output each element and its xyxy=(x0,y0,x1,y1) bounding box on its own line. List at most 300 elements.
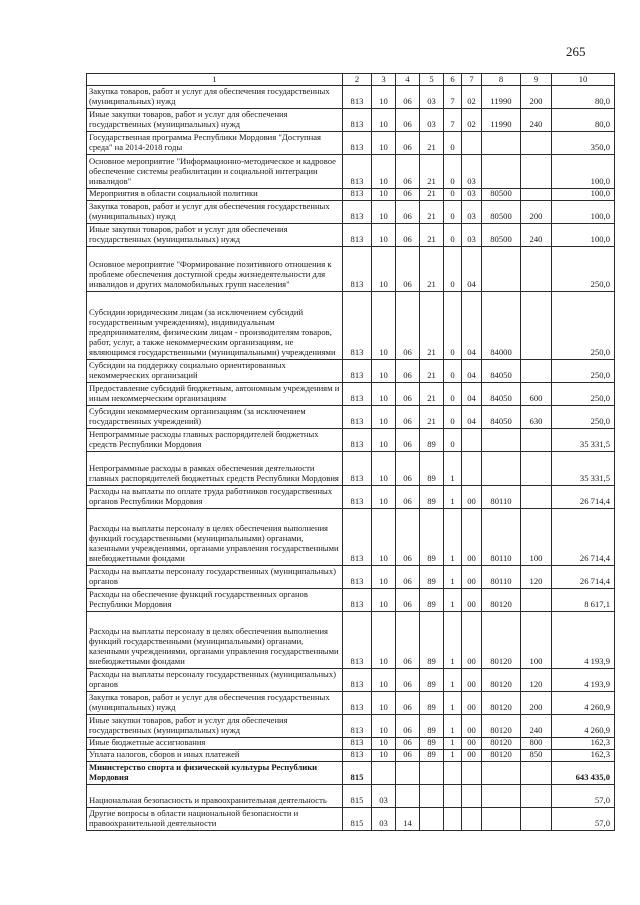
subsection-code: 06 xyxy=(396,738,420,750)
amount: 80,0 xyxy=(552,86,615,109)
program-code: 89 xyxy=(420,566,444,589)
expense-type-code xyxy=(521,155,552,189)
section-code: 10 xyxy=(372,750,396,762)
subsection-code: 06 xyxy=(396,132,420,155)
grbs-code: 813 xyxy=(343,509,372,566)
table-row xyxy=(87,750,615,762)
direction-code xyxy=(482,247,521,292)
subsection-code: 06 xyxy=(396,201,420,224)
page-number: 265 xyxy=(566,44,586,59)
amount: 250,0 xyxy=(552,406,615,429)
program-code: 89 xyxy=(420,715,444,738)
section-code: 10 xyxy=(372,201,396,224)
event-code: 00 xyxy=(462,566,482,589)
program-code: 03 xyxy=(420,86,444,109)
subprogram-code: 0 xyxy=(444,132,462,155)
expense-type-code xyxy=(521,360,552,383)
amount: 4 260,9 xyxy=(552,715,615,738)
direction-code xyxy=(482,785,521,808)
event-code: 04 xyxy=(462,247,482,292)
grbs-code: 813 xyxy=(343,132,372,155)
event-code: 04 xyxy=(462,383,482,406)
grbs-code: 815 xyxy=(343,785,372,808)
subprogram-code: 7 xyxy=(444,109,462,132)
grbs-code: 813 xyxy=(343,155,372,189)
subsection-code: 06 xyxy=(396,669,420,692)
table-row xyxy=(87,486,615,509)
table-row xyxy=(87,692,615,715)
amount: 162,3 xyxy=(552,750,615,762)
subsection-code: 06 xyxy=(396,715,420,738)
event-code xyxy=(462,762,482,785)
grbs-code: 813 xyxy=(343,715,372,738)
subsection-code: 06 xyxy=(396,155,420,189)
column-number: 2 xyxy=(343,74,372,86)
grbs-code: 813 xyxy=(343,360,372,383)
table-row xyxy=(87,383,615,406)
direction-code: 84050 xyxy=(482,383,521,406)
expense-type-code xyxy=(521,486,552,509)
subsection-code: 06 xyxy=(396,109,420,132)
table-row xyxy=(87,509,615,566)
event-code: 00 xyxy=(462,750,482,762)
expense-type-code: 100 xyxy=(521,509,552,566)
subprogram-code: 0 xyxy=(444,406,462,429)
subprogram-code: 1 xyxy=(444,509,462,566)
table-row xyxy=(87,429,615,452)
event-code xyxy=(462,452,482,486)
subsection-code: 06 xyxy=(396,509,420,566)
section-code: 10 xyxy=(372,509,396,566)
grbs-code: 813 xyxy=(343,86,372,109)
subsection-code: 06 xyxy=(396,189,420,201)
subsection-code: 06 xyxy=(396,224,420,247)
row-name: Расходы на выплаты персоналу государственных (муниципальных) органов xyxy=(87,669,343,692)
amount: 35 331,5 xyxy=(552,452,615,486)
grbs-code: 813 xyxy=(343,486,372,509)
event-code: 00 xyxy=(462,692,482,715)
amount: 100,0 xyxy=(552,155,615,189)
expense-type-code xyxy=(521,785,552,808)
subprogram-code: 1 xyxy=(444,612,462,669)
row-name: Иные закупки товаров, работ и услуг для обеспечения государственных (муниципальных) нужд xyxy=(87,224,343,247)
column-number: 7 xyxy=(462,74,482,86)
table-row xyxy=(87,155,615,189)
subprogram-code: 0 xyxy=(444,360,462,383)
subprogram-code: 0 xyxy=(444,201,462,224)
expense-type-code: 120 xyxy=(521,669,552,692)
column-number: 6 xyxy=(444,74,462,86)
amount: 250,0 xyxy=(552,383,615,406)
program-code xyxy=(420,785,444,808)
expense-type-code: 600 xyxy=(521,383,552,406)
program-code: 89 xyxy=(420,452,444,486)
program-code: 21 xyxy=(420,383,444,406)
program-code xyxy=(420,762,444,785)
expense-type-code: 100 xyxy=(521,612,552,669)
amount: 162,3 xyxy=(552,738,615,750)
subsection-code: 06 xyxy=(396,566,420,589)
expense-type-code: 240 xyxy=(521,224,552,247)
direction-code: 11990 xyxy=(482,86,521,109)
subsection-code xyxy=(396,762,420,785)
direction-code xyxy=(482,429,521,452)
direction-code: 80500 xyxy=(482,201,521,224)
subsection-code: 06 xyxy=(396,486,420,509)
subprogram-code: 1 xyxy=(444,486,462,509)
row-name: Непрограммные расходы в рамках обеспечения деятельности главных распорядителей бюджетных средств Республики Мордовия xyxy=(87,452,343,486)
row-name: Расходы на выплаты по оплате труда работников государственных органов Республики Мордовия xyxy=(87,486,343,509)
table-row xyxy=(87,189,615,201)
program-code: 89 xyxy=(420,509,444,566)
column-number: 3 xyxy=(372,74,396,86)
amount: 4 193,9 xyxy=(552,612,615,669)
table-row xyxy=(87,612,615,669)
section-code: 10 xyxy=(372,738,396,750)
section-code xyxy=(372,762,396,785)
direction-code: 84050 xyxy=(482,406,521,429)
subsection-code: 06 xyxy=(396,612,420,669)
subsection-code: 06 xyxy=(396,589,420,612)
subprogram-code: 0 xyxy=(444,224,462,247)
expense-type-code: 630 xyxy=(521,406,552,429)
expense-type-code: 200 xyxy=(521,201,552,224)
program-code: 89 xyxy=(420,612,444,669)
direction-code xyxy=(482,808,521,831)
subsection-code: 06 xyxy=(396,86,420,109)
row-name: Государственная программа Республики Мордовия "Доступная среда" на 2014-2018 годы xyxy=(87,132,343,155)
subsection-code: 06 xyxy=(396,406,420,429)
subprogram-code: 7 xyxy=(444,86,462,109)
table-row xyxy=(87,360,615,383)
program-code: 21 xyxy=(420,155,444,189)
section-code: 10 xyxy=(372,132,396,155)
section-code: 10 xyxy=(372,692,396,715)
subprogram-code: 0 xyxy=(444,429,462,452)
grbs-code: 813 xyxy=(343,669,372,692)
amount: 100,0 xyxy=(552,201,615,224)
expense-type-code xyxy=(521,132,552,155)
column-number: 5 xyxy=(420,74,444,86)
program-code: 89 xyxy=(420,750,444,762)
subsection-code: 06 xyxy=(396,692,420,715)
grbs-code: 815 xyxy=(343,808,372,831)
subprogram-code: 1 xyxy=(444,750,462,762)
column-number: 10 xyxy=(552,74,615,86)
section-code: 10 xyxy=(372,669,396,692)
row-name: Закупка товаров, работ и услуг для обеспечения государственных (муниципальных) нужд xyxy=(87,692,343,715)
direction-code: 80120 xyxy=(482,715,521,738)
program-code: 21 xyxy=(420,247,444,292)
amount: 4 260,9 xyxy=(552,692,615,715)
row-name: Иные закупки товаров, работ и услуг для обеспечения государственных (муниципальных) нужд xyxy=(87,109,343,132)
column-number: 1 xyxy=(87,74,343,86)
table-row xyxy=(87,762,615,785)
event-code xyxy=(462,785,482,808)
section-code: 10 xyxy=(372,86,396,109)
row-name: Министерство спорта и физической культуры Республики Мордовия xyxy=(87,762,343,785)
direction-code: 80120 xyxy=(482,692,521,715)
event-code: 03 xyxy=(462,224,482,247)
direction-code: 80120 xyxy=(482,738,521,750)
section-code: 10 xyxy=(372,452,396,486)
event-code: 03 xyxy=(462,189,482,201)
event-code: 04 xyxy=(462,360,482,383)
amount: 4 193,9 xyxy=(552,669,615,692)
expense-type-code xyxy=(521,452,552,486)
section-code: 10 xyxy=(372,429,396,452)
row-name: Расходы на обеспечение функций государственных органов Республики Мордовия xyxy=(87,589,343,612)
direction-code: 84050 xyxy=(482,360,521,383)
subprogram-code: 0 xyxy=(444,292,462,360)
subsection-code: 06 xyxy=(396,247,420,292)
program-code: 89 xyxy=(420,429,444,452)
subprogram-code: 1 xyxy=(444,715,462,738)
subprogram-code xyxy=(444,785,462,808)
row-name: Закупка товаров, работ и услуг для обеспечения государственных (муниципальных) нужд xyxy=(87,201,343,224)
expense-type-code: 240 xyxy=(521,109,552,132)
program-code: 21 xyxy=(420,292,444,360)
amount: 250,0 xyxy=(552,247,615,292)
event-code: 02 xyxy=(462,86,482,109)
event-code: 00 xyxy=(462,486,482,509)
grbs-code: 813 xyxy=(343,224,372,247)
program-code: 21 xyxy=(420,189,444,201)
subprogram-code: 1 xyxy=(444,738,462,750)
section-code: 10 xyxy=(372,383,396,406)
direction-code: 80120 xyxy=(482,669,521,692)
direction-code: 80110 xyxy=(482,486,521,509)
direction-code xyxy=(482,132,521,155)
subprogram-code: 1 xyxy=(444,669,462,692)
direction-code: 80120 xyxy=(482,750,521,762)
program-code: 89 xyxy=(420,669,444,692)
subsection-code xyxy=(396,785,420,808)
section-code: 10 xyxy=(372,155,396,189)
section-code: 10 xyxy=(372,189,396,201)
subprogram-code xyxy=(444,762,462,785)
row-name: Основное мероприятие "Формирование позитивного отношения к проблеме обеспечения доступной среды жизнедеятельности для инвалидов и других маломобильных групп населения" xyxy=(87,247,343,292)
expense-type-code xyxy=(521,589,552,612)
row-name: Субсидии юридическим лицам (за исключением субсидий государственным учреждениям), индивидуальным предпринимателям, физическим лицам - производителям товаров, работ, услуг, а также некоммерческим организациям, не являющимся государственными (муниципальными) учреждениями xyxy=(87,292,343,360)
program-code: 21 xyxy=(420,360,444,383)
amount: 57,0 xyxy=(552,808,615,831)
section-code: 10 xyxy=(372,406,396,429)
table-row xyxy=(87,292,615,360)
amount: 80,0 xyxy=(552,109,615,132)
amount: 26 714,4 xyxy=(552,486,615,509)
amount: 100,0 xyxy=(552,224,615,247)
amount: 8 617,1 xyxy=(552,589,615,612)
grbs-code: 813 xyxy=(343,692,372,715)
grbs-code: 813 xyxy=(343,383,372,406)
program-code: 89 xyxy=(420,589,444,612)
table-row xyxy=(87,589,615,612)
section-code: 10 xyxy=(372,715,396,738)
grbs-code: 813 xyxy=(343,201,372,224)
table-row xyxy=(87,566,615,589)
subsection-code: 14 xyxy=(396,808,420,831)
row-name: Другие вопросы в области национальной безопасности и правоохранительной деятельности xyxy=(87,808,343,831)
expense-type-code xyxy=(521,762,552,785)
event-code xyxy=(462,429,482,452)
event-code: 03 xyxy=(462,201,482,224)
event-code: 00 xyxy=(462,715,482,738)
section-code: 10 xyxy=(372,612,396,669)
expense-type-code: 200 xyxy=(521,86,552,109)
section-code: 03 xyxy=(372,785,396,808)
direction-code: 80500 xyxy=(482,189,521,201)
table-row xyxy=(87,715,615,738)
amount: 250,0 xyxy=(552,360,615,383)
column-number: 4 xyxy=(396,74,420,86)
column-number: 8 xyxy=(482,74,521,86)
event-code: 00 xyxy=(462,738,482,750)
direction-code: 80500 xyxy=(482,224,521,247)
row-name: Национальная безопасность и правоохранительная деятельность xyxy=(87,785,343,808)
program-code: 21 xyxy=(420,406,444,429)
program-code: 89 xyxy=(420,486,444,509)
direction-code: 80120 xyxy=(482,612,521,669)
event-code xyxy=(462,132,482,155)
event-code: 04 xyxy=(462,292,482,360)
table-row xyxy=(87,86,615,109)
table-row xyxy=(87,808,615,831)
event-code: 00 xyxy=(462,612,482,669)
subprogram-code: 1 xyxy=(444,692,462,715)
row-name: Уплата налогов, сборов и иных платежей xyxy=(87,750,343,762)
subprogram-code: 0 xyxy=(444,383,462,406)
section-code: 10 xyxy=(372,247,396,292)
amount: 35 331,5 xyxy=(552,429,615,452)
section-code: 10 xyxy=(372,566,396,589)
event-code: 00 xyxy=(462,589,482,612)
subprogram-code xyxy=(444,808,462,831)
section-code: 10 xyxy=(372,360,396,383)
table-row xyxy=(87,224,615,247)
program-code: 21 xyxy=(420,224,444,247)
section-code: 10 xyxy=(372,224,396,247)
grbs-code: 813 xyxy=(343,189,372,201)
subsection-code: 06 xyxy=(396,452,420,486)
subprogram-code: 1 xyxy=(444,452,462,486)
row-name: Иные закупки товаров, работ и услуг для обеспечения государственных (муниципальных) нужд xyxy=(87,715,343,738)
subprogram-code: 1 xyxy=(444,566,462,589)
event-code: 00 xyxy=(462,669,482,692)
row-name: Закупка товаров, работ и услуг для обеспечения государственных (муниципальных) нужд xyxy=(87,86,343,109)
program-code: 21 xyxy=(420,132,444,155)
grbs-code: 815 xyxy=(343,762,372,785)
program-code: 89 xyxy=(420,692,444,715)
row-name: Расходы на выплаты персоналу в целях обеспечения выполнения функций государственными (муниципальными) органами, казенными учреждениями, органами управления государственными внебюджетными фондами xyxy=(87,612,343,669)
expense-type-code: 800 xyxy=(521,738,552,750)
grbs-code: 813 xyxy=(343,612,372,669)
table-row xyxy=(87,406,615,429)
grbs-code: 813 xyxy=(343,738,372,750)
direction-code xyxy=(482,452,521,486)
expense-type-code xyxy=(521,189,552,201)
grbs-code: 813 xyxy=(343,566,372,589)
row-name: Расходы на выплаты персоналу в целях обеспечения выполнения функций государственными (муниципальными) органами, казенными учреждениями, органами управления государственными внебюджетными фондами xyxy=(87,509,343,566)
row-name: Предоставление субсидий бюджетным, автономным учреждениям и иным некоммерческим организациям xyxy=(87,383,343,406)
event-code: 03 xyxy=(462,155,482,189)
amount: 350,0 xyxy=(552,132,615,155)
column-number: 9 xyxy=(521,74,552,86)
table-row xyxy=(87,452,615,486)
row-name: Иные бюджетные ассигнования xyxy=(87,738,343,750)
amount: 26 714,4 xyxy=(552,566,615,589)
direction-code xyxy=(482,155,521,189)
subprogram-code: 0 xyxy=(444,247,462,292)
table-body xyxy=(87,86,615,831)
table-row xyxy=(87,132,615,155)
expense-type-code xyxy=(521,292,552,360)
direction-code: 84000 xyxy=(482,292,521,360)
expense-type-code xyxy=(521,429,552,452)
grbs-code: 813 xyxy=(343,429,372,452)
table-row xyxy=(87,738,615,750)
section-code: 10 xyxy=(372,292,396,360)
row-name: Основное мероприятие "Информационно-методическое и кадровое обеспечение системы реабилитации и социальной интеграции инвалидов" xyxy=(87,155,343,189)
grbs-code: 813 xyxy=(343,406,372,429)
expense-type-code xyxy=(521,247,552,292)
direction-code xyxy=(482,762,521,785)
amount: 643 435,0 xyxy=(552,762,615,785)
table-row xyxy=(87,669,615,692)
event-code: 00 xyxy=(462,509,482,566)
subprogram-code: 0 xyxy=(444,189,462,201)
direction-code: 80110 xyxy=(482,566,521,589)
event-code: 02 xyxy=(462,109,482,132)
budget-table xyxy=(86,73,615,831)
grbs-code: 813 xyxy=(343,589,372,612)
row-name: Субсидии некоммерческим организациям (за исключением государственных учреждений) xyxy=(87,406,343,429)
section-code: 03 xyxy=(372,808,396,831)
program-code: 03 xyxy=(420,109,444,132)
subsection-code: 06 xyxy=(396,383,420,406)
expense-type-code: 240 xyxy=(521,715,552,738)
grbs-code: 813 xyxy=(343,247,372,292)
section-code: 10 xyxy=(372,109,396,132)
program-code: 89 xyxy=(420,738,444,750)
amount: 26 714,4 xyxy=(552,509,615,566)
subsection-code: 06 xyxy=(396,429,420,452)
expense-type-code: 200 xyxy=(521,692,552,715)
expense-type-code: 850 xyxy=(521,750,552,762)
direction-code: 11990 xyxy=(482,109,521,132)
column-number-row xyxy=(87,74,615,86)
table-row xyxy=(87,201,615,224)
subsection-code: 06 xyxy=(396,750,420,762)
section-code: 10 xyxy=(372,486,396,509)
subsection-code: 06 xyxy=(396,360,420,383)
row-name: Мероприятия в области социальной политики xyxy=(87,189,343,201)
table-row xyxy=(87,109,615,132)
row-name: Расходы на выплаты персоналу государственных (муниципальных) органов xyxy=(87,566,343,589)
grbs-code: 813 xyxy=(343,292,372,360)
grbs-code: 813 xyxy=(343,109,372,132)
event-code xyxy=(462,808,482,831)
expense-type-code xyxy=(521,808,552,831)
program-code: 21 xyxy=(420,201,444,224)
subprogram-code: 1 xyxy=(444,589,462,612)
amount: 57,0 xyxy=(552,785,615,808)
row-name: Субсидии на поддержку социально ориентированных некоммерческих организаций xyxy=(87,360,343,383)
amount: 100,0 xyxy=(552,189,615,201)
subsection-code: 06 xyxy=(396,292,420,360)
table-row xyxy=(87,247,615,292)
grbs-code: 813 xyxy=(343,750,372,762)
